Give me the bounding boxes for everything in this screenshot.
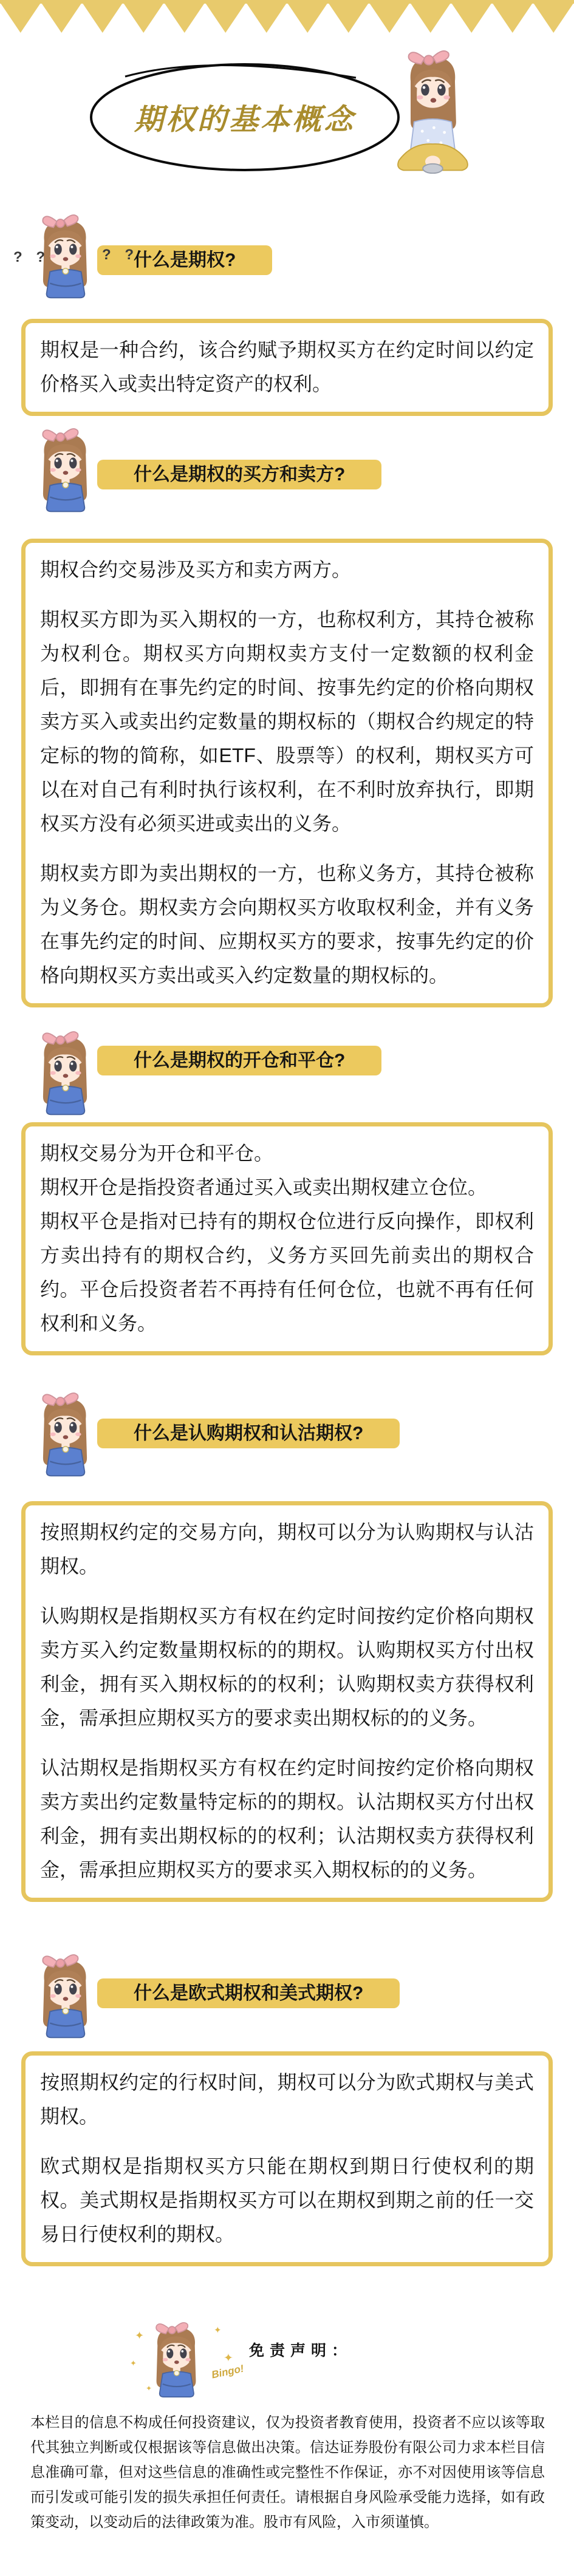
section-label-open-close-position: 什么是期权的开仓和平仓? (97, 1046, 381, 1075)
bingo-decoration: Bingo! (210, 2362, 245, 2381)
box-paragraph: 认购期权是指期权买方有权在约定时间按约定价格向期权卖方买入约定数量期权标的的期权。认购期权买方付出权利金，拥有买入期权标的的权利；认购期权卖方获得权利金，需承担应期权买方的要求卖出期权标的的义务。 (40, 1605, 534, 1729)
content-box-buyer-seller (21, 539, 553, 1007)
box-paragraph: 期权合约交易涉及买方和卖方两方。 (40, 559, 352, 581)
girl-avatar-icon (30, 425, 100, 513)
section-label-buyer-seller: 什么是期权的买方和卖方? (97, 460, 381, 489)
question-marks-decoration: ? ? (102, 247, 138, 263)
sparkle-icon: ✦ (130, 2359, 137, 2368)
box-paragraph: 欧式期权是指期权买方只能在期权到期日行使权利的期权。美式期权是指期权买方可以在期权到期之前的任一交易日行使权利的期权。 (40, 2155, 534, 2245)
disclaimer-body: 本栏目的信息不构成任何投资建议，仅为投资者教育使用，投资者不应以该等取代其独立判断或仅根据该等信息做出决策。信达证券股份有限公司力求本栏目信息准确可靠，但对这些信息的准确性或完整性不作保证，亦不对因使用该等信息而引发或可能引发的损失承担任何责任。请根据自身风险承受能力选择，如有政策变动，以变动后的法律政策为准。股市有风险，入市须谨慎。 (30, 2414, 545, 2530)
girl-sitting-avatar-icon (381, 41, 483, 180)
box-paragraph: 期权开仓是指投资者通过买入或卖出期权建立仓位。 (40, 1176, 488, 1198)
sparkle-icon: ✦ (214, 2325, 222, 2336)
section-label-call-put: 什么是认购期权和认沽期权? (97, 1419, 400, 1448)
content-box-open-close-position (21, 1122, 553, 1355)
page-title: 期权的基本概念 (134, 104, 355, 136)
pennant-banner-icon (0, 0, 574, 34)
section-label-what-is-option: 什么是期权? (97, 245, 272, 275)
content-box-european-american (21, 2051, 553, 2266)
box-paragraph: 按照期权约定的交易方向，期权可以分为认购期权与认沽期权。 (40, 1521, 534, 1577)
box-paragraph: 按照期权约定的行权时间，期权可以分为欧式期权与美式期权。 (40, 2071, 534, 2127)
sparkle-icon: ✦ (224, 2352, 233, 2365)
content-box-call-put (21, 1501, 553, 1902)
box-paragraph: 期权交易分为开仓和平仓。 (40, 1142, 274, 1164)
box-paragraph: 期权买方即为买入期权的一方，也称权利方，其持仓被称为权利仓。期权买方向期权卖方支付一定数额的权利金后，即拥有在事先约定的时间、按事先约定的价格向期权卖方买入或卖出约定数量的期权标的（期权合约规定的特定标的物的简称，如ETF、股票等）的权利，期权买方可以在对自己有利时执行该权利，在不利时放弃执行，即期权买方没有必须买进或卖出的义务。 (40, 608, 534, 834)
section-label-european-american: 什么是欧式期权和美式期权? (97, 1978, 400, 2008)
girl-avatar-icon (30, 1028, 100, 1116)
box-paragraph: 期权卖方即为卖出期权的一方，也称义务方，其持仓被称为义务仓。期权卖方会向期权买方收取权利金，并有义务在事先约定的时间、应期权买方的要求，按事先约定的价格向期权买方卖出或买入约定数量的期权标的。 (40, 862, 534, 986)
girl-avatar-icon (30, 1951, 100, 2039)
girl-avatar-icon (30, 1389, 100, 1477)
box-paragraph: 期权平仓是指对已持有的期权仓位进行反向操作，即权利方卖出持有的期权合约，义务方买回先前卖出的期权合约。平仓后投资者若不再持有任何仓位，也就不再有任何权利和义务。 (40, 1210, 534, 1334)
box-paragraph: 认沽期权是指期权买方有权在约定时间按约定价格向期权卖方卖出约定数量特定标的的期权。认沽期权买方付出权利金，拥有卖出期权标的的权利；认沽期权卖方获得权利金，需承担应期权买方的要求买入期权标的的义务。 (40, 1757, 534, 1881)
box-paragraph: 期权是一种合约，该合约赋予期权买方在约定时间以约定价格买入或卖出特定资产的权利。 (40, 339, 534, 395)
content-box-what-is-option (21, 319, 553, 416)
girl-bingo-avatar-icon (145, 2320, 208, 2397)
question-marks-decoration: ? ? (13, 249, 50, 265)
sparkle-icon: ✦ (135, 2329, 145, 2342)
disclaimer-heading: 免责声明： (249, 2342, 353, 2359)
sparkle-icon: ✦ (146, 2384, 152, 2393)
